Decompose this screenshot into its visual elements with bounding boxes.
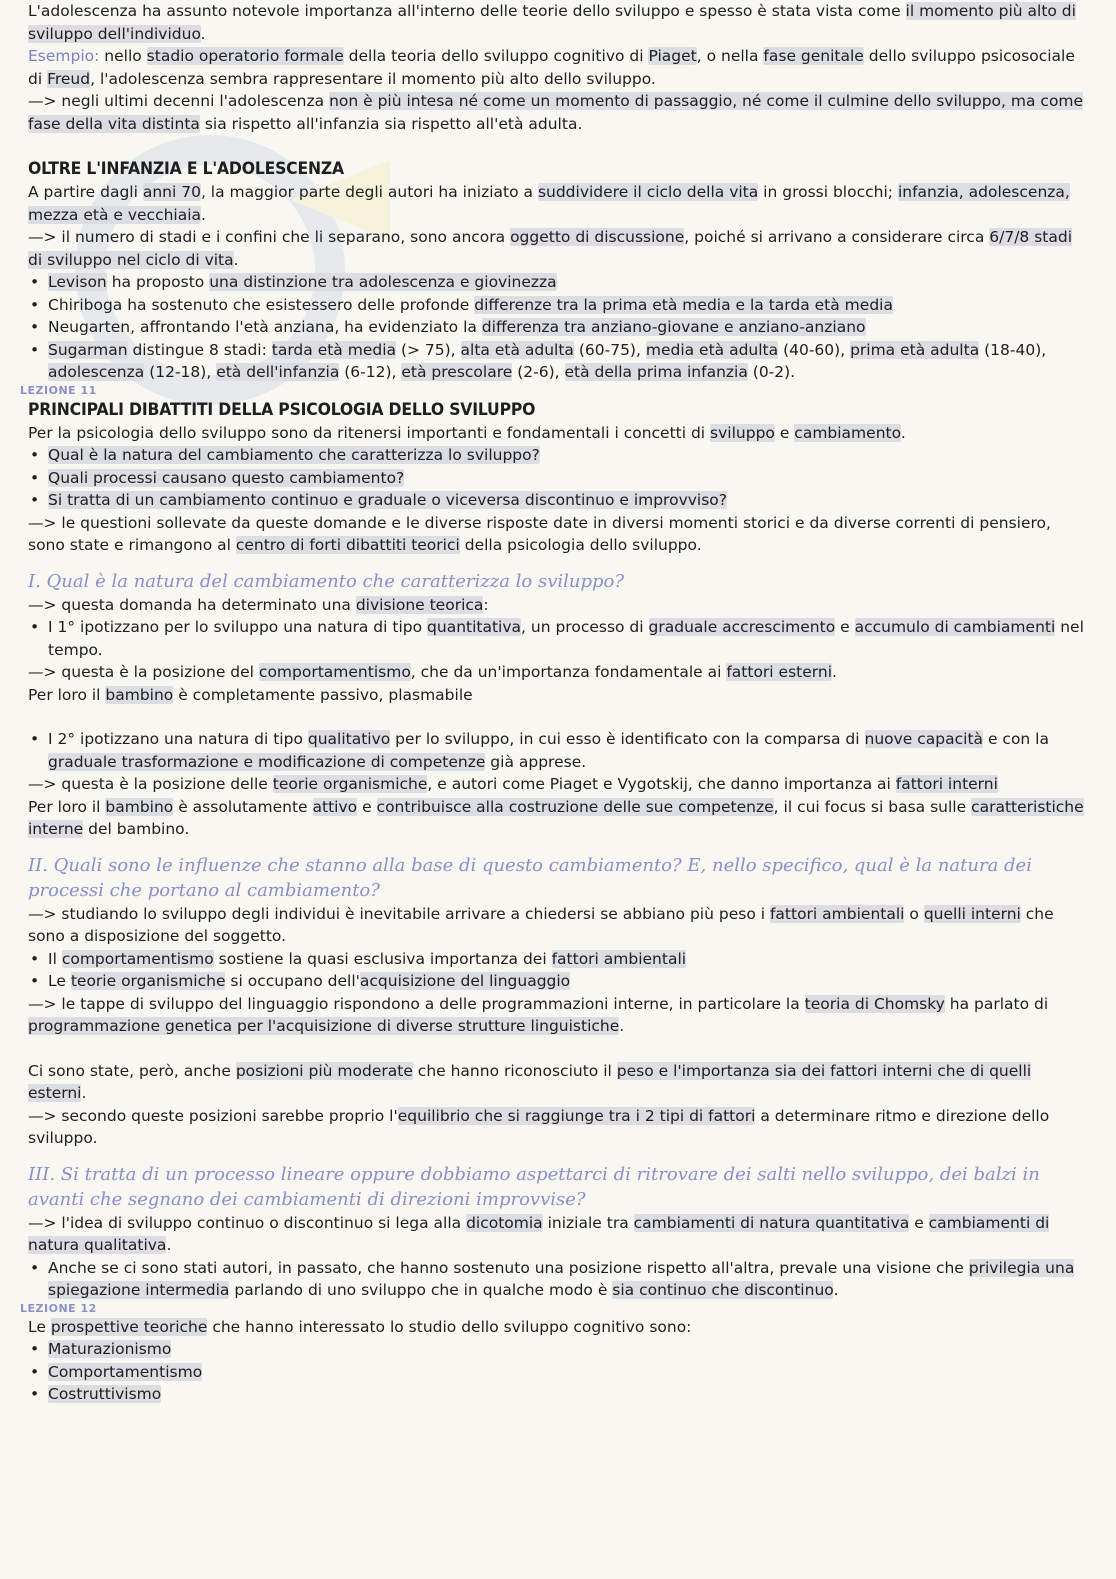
bullet-list <box>28 1257 1090 1302</box>
paragraph: —> il numero di stadi e i confini che li separano, sono ancora oggetto di discussione, poiché si arrivano a considerare circa 6/7/8 stadi di sviluppo nel ciclo di vita. <box>28 228 1073 269</box>
list-item: • Anche se ci sono stati autori, in passato, che hanno sostenuto una posizione rispetto all'altra, prevale una visione che privilegia una spiegazione intermedia parlando di uno sviluppo che in qualche modo è sia continuo che discontinuo. <box>28 1257 1090 1302</box>
paragraph: Per loro il bambino è completamente passivo, plasmabile <box>28 685 473 704</box>
question-heading: II. Quali sono le influenze che stanno alla base di questo cambiamento? E, nello specifico, qual è la natura dei processi che portano al cambiamento? <box>28 854 1032 901</box>
page-content <box>20 0 1090 1406</box>
paragraph: —> negli ultimi decenni l'adolescenza non è più intesa né come un momento di passaggio, né come il culmine dello sviluppo, ma come fase della vita distinta sia rispetto all'infanzia sia rispetto all'età adulta. <box>28 92 1084 133</box>
bullet-list <box>28 948 1090 993</box>
paragraph: Ci sono state, però, anche posizioni più moderate che hanno riconosciuto il peso e l'importanza sia dei fattori interni che di quelli esterni. <box>28 1061 1032 1102</box>
list-item: • Quali processi causano questo cambiamento? <box>28 467 1090 490</box>
list-item: • Sugarman distingue 8 stadi: tarda età media (> 75), alta età adulta (60-75), media età adulta (40-60), prima età adulta (18-40), adolescenza (12-18), età dell'infanzia (6-12), età prescolare (2-6), età della prima infanzia (0-2). <box>28 339 1090 384</box>
paragraph: —> questa domanda ha determinato una divisione teorica: <box>28 595 489 614</box>
section-heading: OLTRE L'INFANZIA E L'ADOLESCENZA <box>28 159 344 179</box>
list-item: • Si tratta di un cambiamento continuo e graduale o viceversa discontinuo e improvviso? <box>28 489 1090 512</box>
list-item: • I 1° ipotizzano per lo sviluppo una natura di tipo quantitativa, un processo di graduale accrescimento e accumulo di cambiamenti nel tempo. <box>28 616 1090 661</box>
list-item: • Neugarten, affrontando l'età anziana, ha evidenziato la differenza tra anziano-giovane e anziano-anziano <box>28 316 1090 339</box>
paragraph: Le prospettive teoriche che hanno interessato lo studio dello sviluppo cognitivo sono: <box>28 1317 692 1336</box>
list-item: • Levison ha proposto una distinzione tra adolescenza e giovinezza <box>28 271 1090 294</box>
paragraph: Esempio: nello stadio operatorio formale della teoria dello sviluppo cognitivo di Piaget, o nella fase genitale dello sviluppo psicosociale di Freud, l'adolescenza sembra rappresentare il momento più alto dello sviluppo. <box>28 47 1075 88</box>
example-label: Esempio: <box>28 47 100 65</box>
question-heading: III. Si tratta di un processo lineare oppure dobbiamo aspettarci di ritrovare dei salti nello sviluppo, dei balzi in avanti che segnano dei cambiamenti di direzioni improvvise? <box>28 1163 1040 1210</box>
paragraph: —> le tappe di sviluppo del linguaggio rispondono a delle programmazioni interne, in particolare la teoria di Chomsky ha parlato di programmazione genetica per l'acquisizione di diverse strutture linguistiche. <box>28 994 1049 1035</box>
bullet-list <box>28 444 1090 512</box>
bullet-list <box>28 271 1090 384</box>
list-item: • Costruttivismo <box>28 1383 1090 1406</box>
paragraph: L'adolescenza ha assunto notevole importanza all'interno delle teorie dello sviluppo e spesso è stata vista come il momento più alto di sviluppo dell'individuo. <box>28 2 1076 43</box>
paragraph: —> le questioni sollevate da queste domande e le diverse risposte date in diversi momenti storici e da diverse correnti di pensiero, sono state e rimangono al centro di forti dibattiti teorici della psicologia dello sviluppo. <box>28 513 1051 554</box>
paragraph: —> l'idea di sviluppo continuo o discontinuo si lega alla dicotomia iniziale tra cambiamenti di natura quantitativa e cambiamenti di natura qualitativa. <box>28 1213 1050 1254</box>
list-item: • Qual è la natura del cambiamento che caratterizza lo sviluppo? <box>28 444 1090 467</box>
list-item: • Maturazionismo <box>28 1338 1090 1361</box>
paragraph: —> studiando lo sviluppo degli individui è inevitabile arrivare a chiedersi se abbiano più peso i fattori ambientali o quelli interni che sono a disposizione del soggetto. <box>28 904 1054 945</box>
list-item: • I 2° ipotizzano una natura di tipo qualitativo per lo sviluppo, in cui esso è identificato con la comparsa di nuove capacità e con la graduale trasformazione e modificazione di competenze già apprese. <box>28 728 1090 773</box>
paragraph: Per loro il bambino è assolutamente attivo e contribuisce alla costruzione delle sue competenze, il cui focus si basa sulle caratteristiche interne del bambino. <box>28 797 1084 838</box>
lesson-label: LEZIONE 12 <box>20 1301 97 1315</box>
list-item: • Chiriboga ha sostenuto che esistessero delle profonde differenze tra la prima età media e la tarda età media <box>28 294 1090 317</box>
bullet-list <box>28 616 1090 661</box>
paragraph: —> questa è la posizione delle teorie organismiche, e autori come Piaget e Vygotskij, che danno importanza ai fattori interni <box>28 775 998 793</box>
list-item: • Le teorie organismiche si occupano dell'acquisizione del linguaggio <box>28 970 1090 993</box>
paragraph: —> questa è la posizione del comportamentismo, che da un'importanza fondamentale ai fattori esterni. <box>28 663 837 681</box>
paragraph: A partire dagli anni 70, la maggior parte degli autori ha iniziato a suddividere il ciclo della vita in grossi blocchi; infanzia, adolescenza, mezza età e vecchiaia. <box>28 183 1070 224</box>
section-heading: PRINCIPALI DIBATTITI DELLA PSICOLOGIA DELLO SVILUPPO <box>28 399 536 420</box>
paragraph: —> secondo queste posizioni sarebbe proprio l'equilibrio che si raggiunge tra i 2 tipi di fattori a determinare ritmo e direzione dello sviluppo. <box>28 1106 1050 1147</box>
question-heading: I. Qual è la natura del cambiamento che caratterizza lo sviluppo? <box>28 570 625 592</box>
paragraph: Per la psicologia dello sviluppo sono da ritenersi importanti e fondamentali i concetti di sviluppo e cambiamento. <box>28 423 906 442</box>
bullet-list <box>28 728 1090 773</box>
lesson-label: LEZIONE 11 <box>20 383 97 397</box>
list-item: • Comportamentismo <box>28 1361 1090 1384</box>
list-item: • Il comportamentismo sostiene la quasi esclusiva importanza dei fattori ambientali <box>28 948 1090 971</box>
bullet-list <box>28 1338 1090 1406</box>
